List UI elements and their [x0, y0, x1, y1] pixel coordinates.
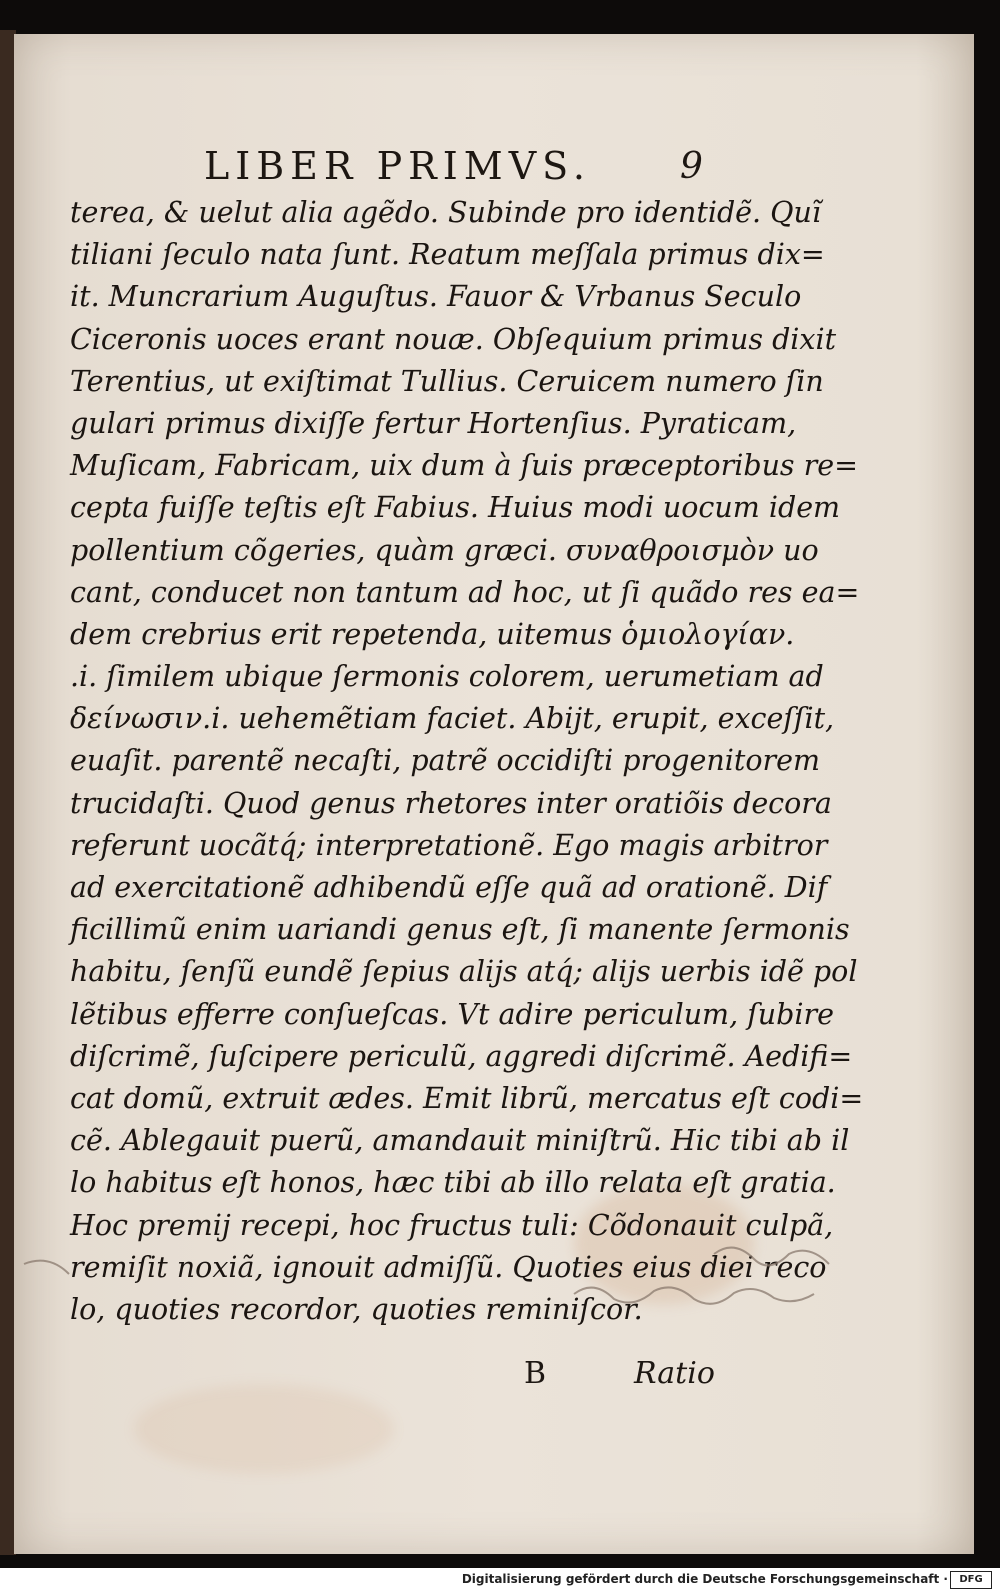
- folio-number: 9: [680, 146, 703, 187]
- text-line: δείνωσιν.i. uehemẽtiam faciet. Abijt, erupit, exceſſit,: [70, 702, 835, 736]
- dfg-logo: DFG: [950, 1571, 992, 1589]
- text-line: euaſit. parentẽ necaſti, patrẽ occidiſti progenitorem: [70, 744, 821, 778]
- text-line: terea, & uelut alia agẽdo. Subinde pro identidẽ. Quĩ: [70, 196, 822, 229]
- text-line: trucidaſti. Quod genus rhetores inter oratiõis decora: [70, 786, 832, 820]
- text-line: lẽtibus efferre conſueſcas. Vt adire periculum, ſubire: [70, 997, 834, 1031]
- text-line: Ciceronis uoces erant nouæ. Obſequium primus dixit: [70, 322, 837, 356]
- text-line: Hoc premij recepi, hoc fructus tuli: Cõdonauit culpã,: [70, 1208, 834, 1242]
- text-line: diſcrimẽ, ſuſcipere periculũ, aggredi diſcrimẽ. Aedifi=: [70, 1039, 853, 1073]
- text-line: ad exercitationẽ adhibendũ eſſe quã ad orationẽ. Dif: [70, 871, 828, 904]
- book-page: [14, 34, 974, 1554]
- text-line: referunt uocãtq́; interpretationẽ. Ego magis arbitror: [70, 828, 828, 862]
- text-line: pollentium cõgeries, quàm græci. συναθροισμὸν uo: [70, 533, 819, 567]
- text-line: gulari primus dixiſſe fertur Hortenſius. Pyraticam,: [70, 406, 797, 440]
- text-line: cat domũ, extruit ædes. Emit librũ, mercatus eſt codi=: [70, 1081, 864, 1115]
- catchword: Ratio: [634, 1356, 715, 1391]
- text-line: tiliani ſeculo nata ſunt. Reatum meſſala primus dix=: [70, 238, 825, 272]
- text-line: cẽ. Ablegauit puerũ, amandauit miniſtrũ. Hic tibi ab il: [70, 1124, 850, 1158]
- text-line: lo, quoties recordor, quoties reminiſcor.: [70, 1292, 643, 1326]
- text-line: cant, conducet non tantum ad hoc, ut ſi quãdo res ea=: [70, 575, 860, 609]
- digitization-credit: Digitalisierung gefördert durch die Deutsche Forschungsgemeinschaft ·: [461, 1572, 948, 1586]
- handwritten-annotation: [14, 1234, 974, 1354]
- running-title: LIBER PRIMVS.: [204, 144, 591, 188]
- text-line: .i. ſimilem ubique ſermonis colorem, uerumetiam ad: [70, 660, 824, 694]
- text-line: remiſit noxiã, ignouit admiſſũ. Quoties eius diei reco: [70, 1250, 827, 1284]
- text-line: cepta fuiſſe teſtis eſt Fabius. Huius modi uocum idem: [70, 491, 841, 525]
- text-line: lo habitus eſt honos, hæc tibi ab illo relata eſt gratia.: [70, 1166, 836, 1200]
- water-stain: [134, 1384, 394, 1474]
- text-line: Muſicam, Fabricam, uix dum à ſuis præceptoribus re=: [70, 449, 858, 483]
- text-line: dem crebrius erit repetenda, uitemus ὁμιολογίαν.: [70, 617, 795, 651]
- text-line: Terentius, ut exiſtimat Tullius. Ceruicem numero ſin: [70, 364, 824, 398]
- text-line: ficillimũ enim uariandi genus eſt, ſi manente ſermonis: [70, 913, 850, 947]
- body-text: [70, 192, 864, 1331]
- signature-mark: B: [524, 1356, 547, 1391]
- text-line: it. Muncrarium Auguſtus. Fauor & Vrbanus Seculo: [70, 280, 802, 314]
- text-line: habitu, ſenſũ eundẽ ſepius alijs atq́; alijs uerbis idẽ pol: [70, 955, 858, 989]
